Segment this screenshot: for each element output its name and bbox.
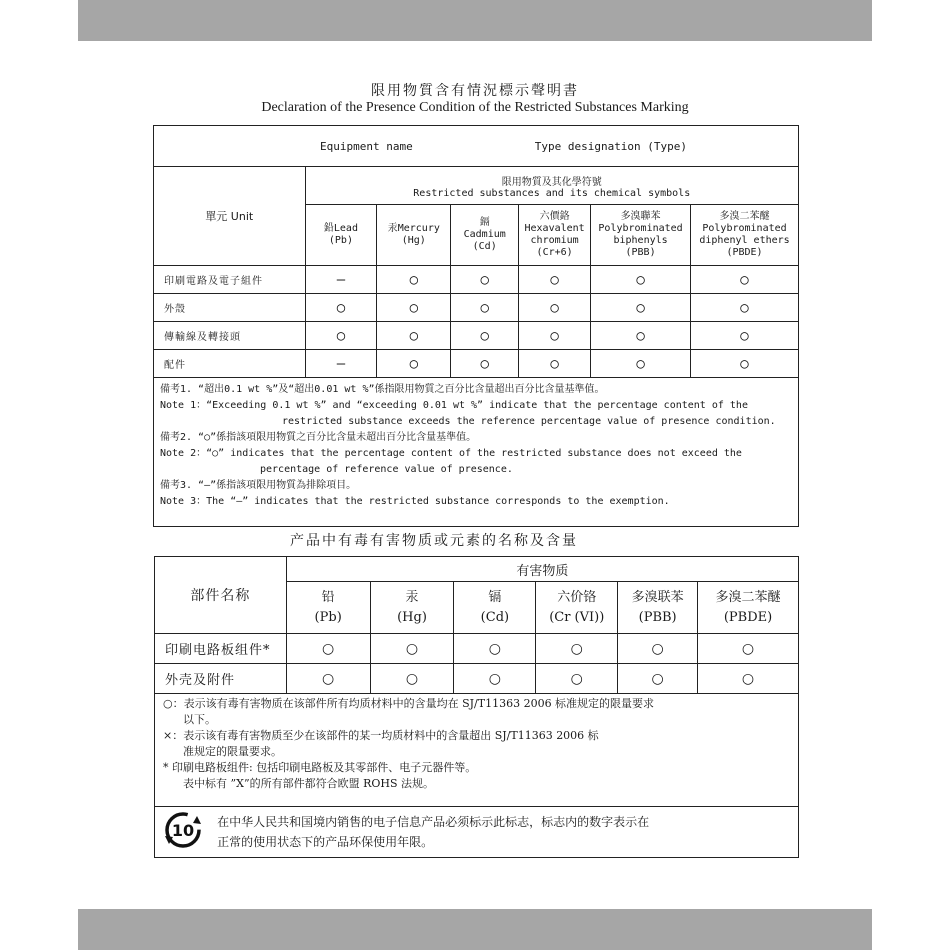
table-cell: — [305,266,377,294]
hazardous-substances-table [154,556,799,858]
table-cell: ○ [519,322,591,350]
col-line: chromium [530,235,579,246]
note-line: 備考3. “—”係指該項限用物質為排除項目。 [160,480,357,491]
col-line: (Pb) [328,235,353,246]
table-cell: ○ [691,350,799,378]
col-line: (Hg) [397,609,427,625]
equipment-row [154,126,799,167]
column-header [691,205,799,266]
col-line: 多溴二苯醚 [719,211,770,222]
table-cell: ○ [451,294,519,322]
column-header [618,582,698,634]
col-line: (Cd) [472,241,497,252]
col-line: 六價鉻 [539,211,570,222]
hazardous-header-row [155,557,799,582]
table-row [155,634,799,664]
type-designation-label: Type designation (Type) [534,139,688,153]
col-line: biphenyls [613,235,668,246]
note-line: 准规定的限量要求。 [183,745,282,758]
note-line: 備考1. “超出0.1 wt %”及“超出0.01 wt %”係指限用物質之百分比含量超出百分比含量基準值。 [160,384,605,395]
notes-row [155,694,799,807]
restricted-substances-table [153,125,799,527]
column-header [286,582,370,634]
efup-line: 正常的使用状态下的产品环保使用年限。 [217,835,434,849]
col-line: 鎘 [479,217,490,228]
col-line: (Cd) [480,609,510,625]
col-line: 汞 [405,589,419,605]
table-cell: ○ [519,294,591,322]
table-cell: — [305,350,377,378]
efup-row [155,807,799,858]
table-cell: ○ [377,350,451,378]
column-header [377,205,451,266]
notes-cell [155,694,799,807]
col-line: (PBDE) [726,247,763,258]
equipment-name-label: Equipment name [320,139,413,153]
column-header [698,582,799,634]
note-line: restricted substance exceeds the reference percentage value of presence condition. [282,416,776,427]
table-cell: ○ [454,664,536,694]
col-line: (PBDE) [723,609,773,625]
restricted-header-row [154,167,799,205]
note-line: 備考2. “○”係指該項限用物質之百分比含量未超出百分比含量基準值。 [160,432,477,443]
restricted-header-en: Restricted substances and its chemical symbols [413,187,691,199]
note-line: 表中标有 ”X”的所有部件都符合欧盟 ROHS 法规。 [183,777,434,790]
table-row [155,664,799,694]
col-line: Hexavalent [524,223,585,234]
col-line: 铅 [321,589,335,605]
table-cell: ○ [519,350,591,378]
column-header [370,582,454,634]
table-cell: ○ [454,634,536,664]
table-cell: ○ [286,664,370,694]
efup-cell [155,807,799,858]
column-header [454,582,536,634]
logo-number: 10 [171,821,195,840]
note-line: ○：表示该有毒有害物质在该部件所有均质材料中的含量均在 SJ/T11363 2006 标准规定的限量要求 [163,697,655,710]
column-header [451,205,519,266]
col-line: Cadmium [463,229,506,240]
note-line: 以下。 [183,713,216,726]
declaration-title-en: Declaration of the Presence Condition of the Restricted Substances Marking [261,100,689,115]
column-header [519,205,591,266]
table-cell: ○ [591,322,691,350]
part-name-header: 部件名称 [155,557,287,634]
row-label: 外壳及附件 [155,664,287,694]
note-line: Note 3：The “—” indicates that the restricted substance corresponds to the exemption. [160,496,670,507]
efup-line: 在中华人民共和国境内销售的电子信息产品必须标示此标志，标志内的数字表示在 [217,815,650,829]
table-cell: ○ [451,350,519,378]
table-cell: ○ [591,266,691,294]
col-line: Polybrominated [702,223,787,234]
column-header [591,205,691,266]
recycle-10-icon [163,810,203,854]
col-line: (Cr+6) [536,247,573,258]
col-line: 镉 [488,589,502,605]
col-line: 六价铬 [557,589,597,605]
col-line: (PBB) [625,247,656,258]
hazardous-header: 有害物质 [286,557,798,582]
col-line: 鉛Lead [323,223,358,234]
unit-header: 單元 Unit [154,167,306,266]
top-band [78,0,872,41]
col-line: (Hg) [401,235,426,246]
table-cell: ○ [305,294,377,322]
notes-cell [154,378,799,527]
col-line: diphenyl ethers [699,235,790,246]
table-cell: ○ [618,664,698,694]
col-line: 多溴二苯醚 [715,589,781,605]
table-cell: ○ [377,322,451,350]
note-line: * 印刷电路板组件: 包括印刷电路板及其零部件、电子元器件等。 [163,761,477,774]
note-line: Note 2：“○” indicates that the percentage content of the restricted substance does not exceed the [160,448,742,459]
table-row [154,322,799,350]
table-cell: ○ [451,322,519,350]
table-cell: ○ [698,664,799,694]
restricted-header-zh: 限用物質及其化學符號 [501,176,602,188]
row-label: 傳輸線及轉接頭 [154,322,306,350]
table-cell: ○ [519,266,591,294]
table-cell: ○ [691,266,799,294]
note-line: Note 1：“Exceeding 0.1 wt %” and “exceeding 0.01 wt %” indicate that the percentage content of the [160,400,748,411]
col-line: (Cr (VI)) [549,609,605,625]
table-cell: ○ [698,634,799,664]
table-cell: ○ [591,294,691,322]
table-cell: ○ [451,266,519,294]
table-cell: ○ [691,322,799,350]
row-label: 配件 [154,350,306,378]
col-line: 多溴聯苯 [620,211,661,222]
table-cell: ○ [536,664,618,694]
efup-text [217,812,649,852]
table-cell: ○ [305,322,377,350]
hazardous-substances-title: 产品中有毒有害物质或元素的名称及含量 [290,533,578,549]
table-cell: ○ [286,634,370,664]
equipment-cell [154,126,799,167]
table-row [154,266,799,294]
table-cell: ○ [377,294,451,322]
col-line: 多溴联苯 [631,589,684,605]
column-header [536,582,618,634]
table-row [154,294,799,322]
table-cell: ○ [370,664,454,694]
restricted-header [305,167,798,205]
notes-row [154,378,799,527]
row-label: 印刷電路及電子組件 [154,266,306,294]
table-cell: ○ [591,350,691,378]
col-line: (PBB) [638,609,677,625]
table-cell: ○ [618,634,698,664]
row-label: 外殼 [154,294,306,322]
table-cell: ○ [536,634,618,664]
table-cell: ○ [377,266,451,294]
table-cell: ○ [370,634,454,664]
col-line: 汞Mercury [387,223,440,234]
note-line: percentage of reference value of presence. [260,464,513,475]
declaration-title-zh: 限用物質含有情況標示聲明書 [371,83,579,99]
table-row [154,350,799,378]
column-header [305,205,377,266]
row-label: 印刷电路板组件* [155,634,287,664]
col-line: Polybrominated [598,223,683,234]
note-line: ×：表示该有毒有害物质至少在该部件的某一均质材料中的含量超出 SJ/T11363 2006 标 [163,729,599,742]
col-line: (Pb) [314,609,342,625]
bottom-band [78,909,872,950]
table-cell: ○ [691,294,799,322]
